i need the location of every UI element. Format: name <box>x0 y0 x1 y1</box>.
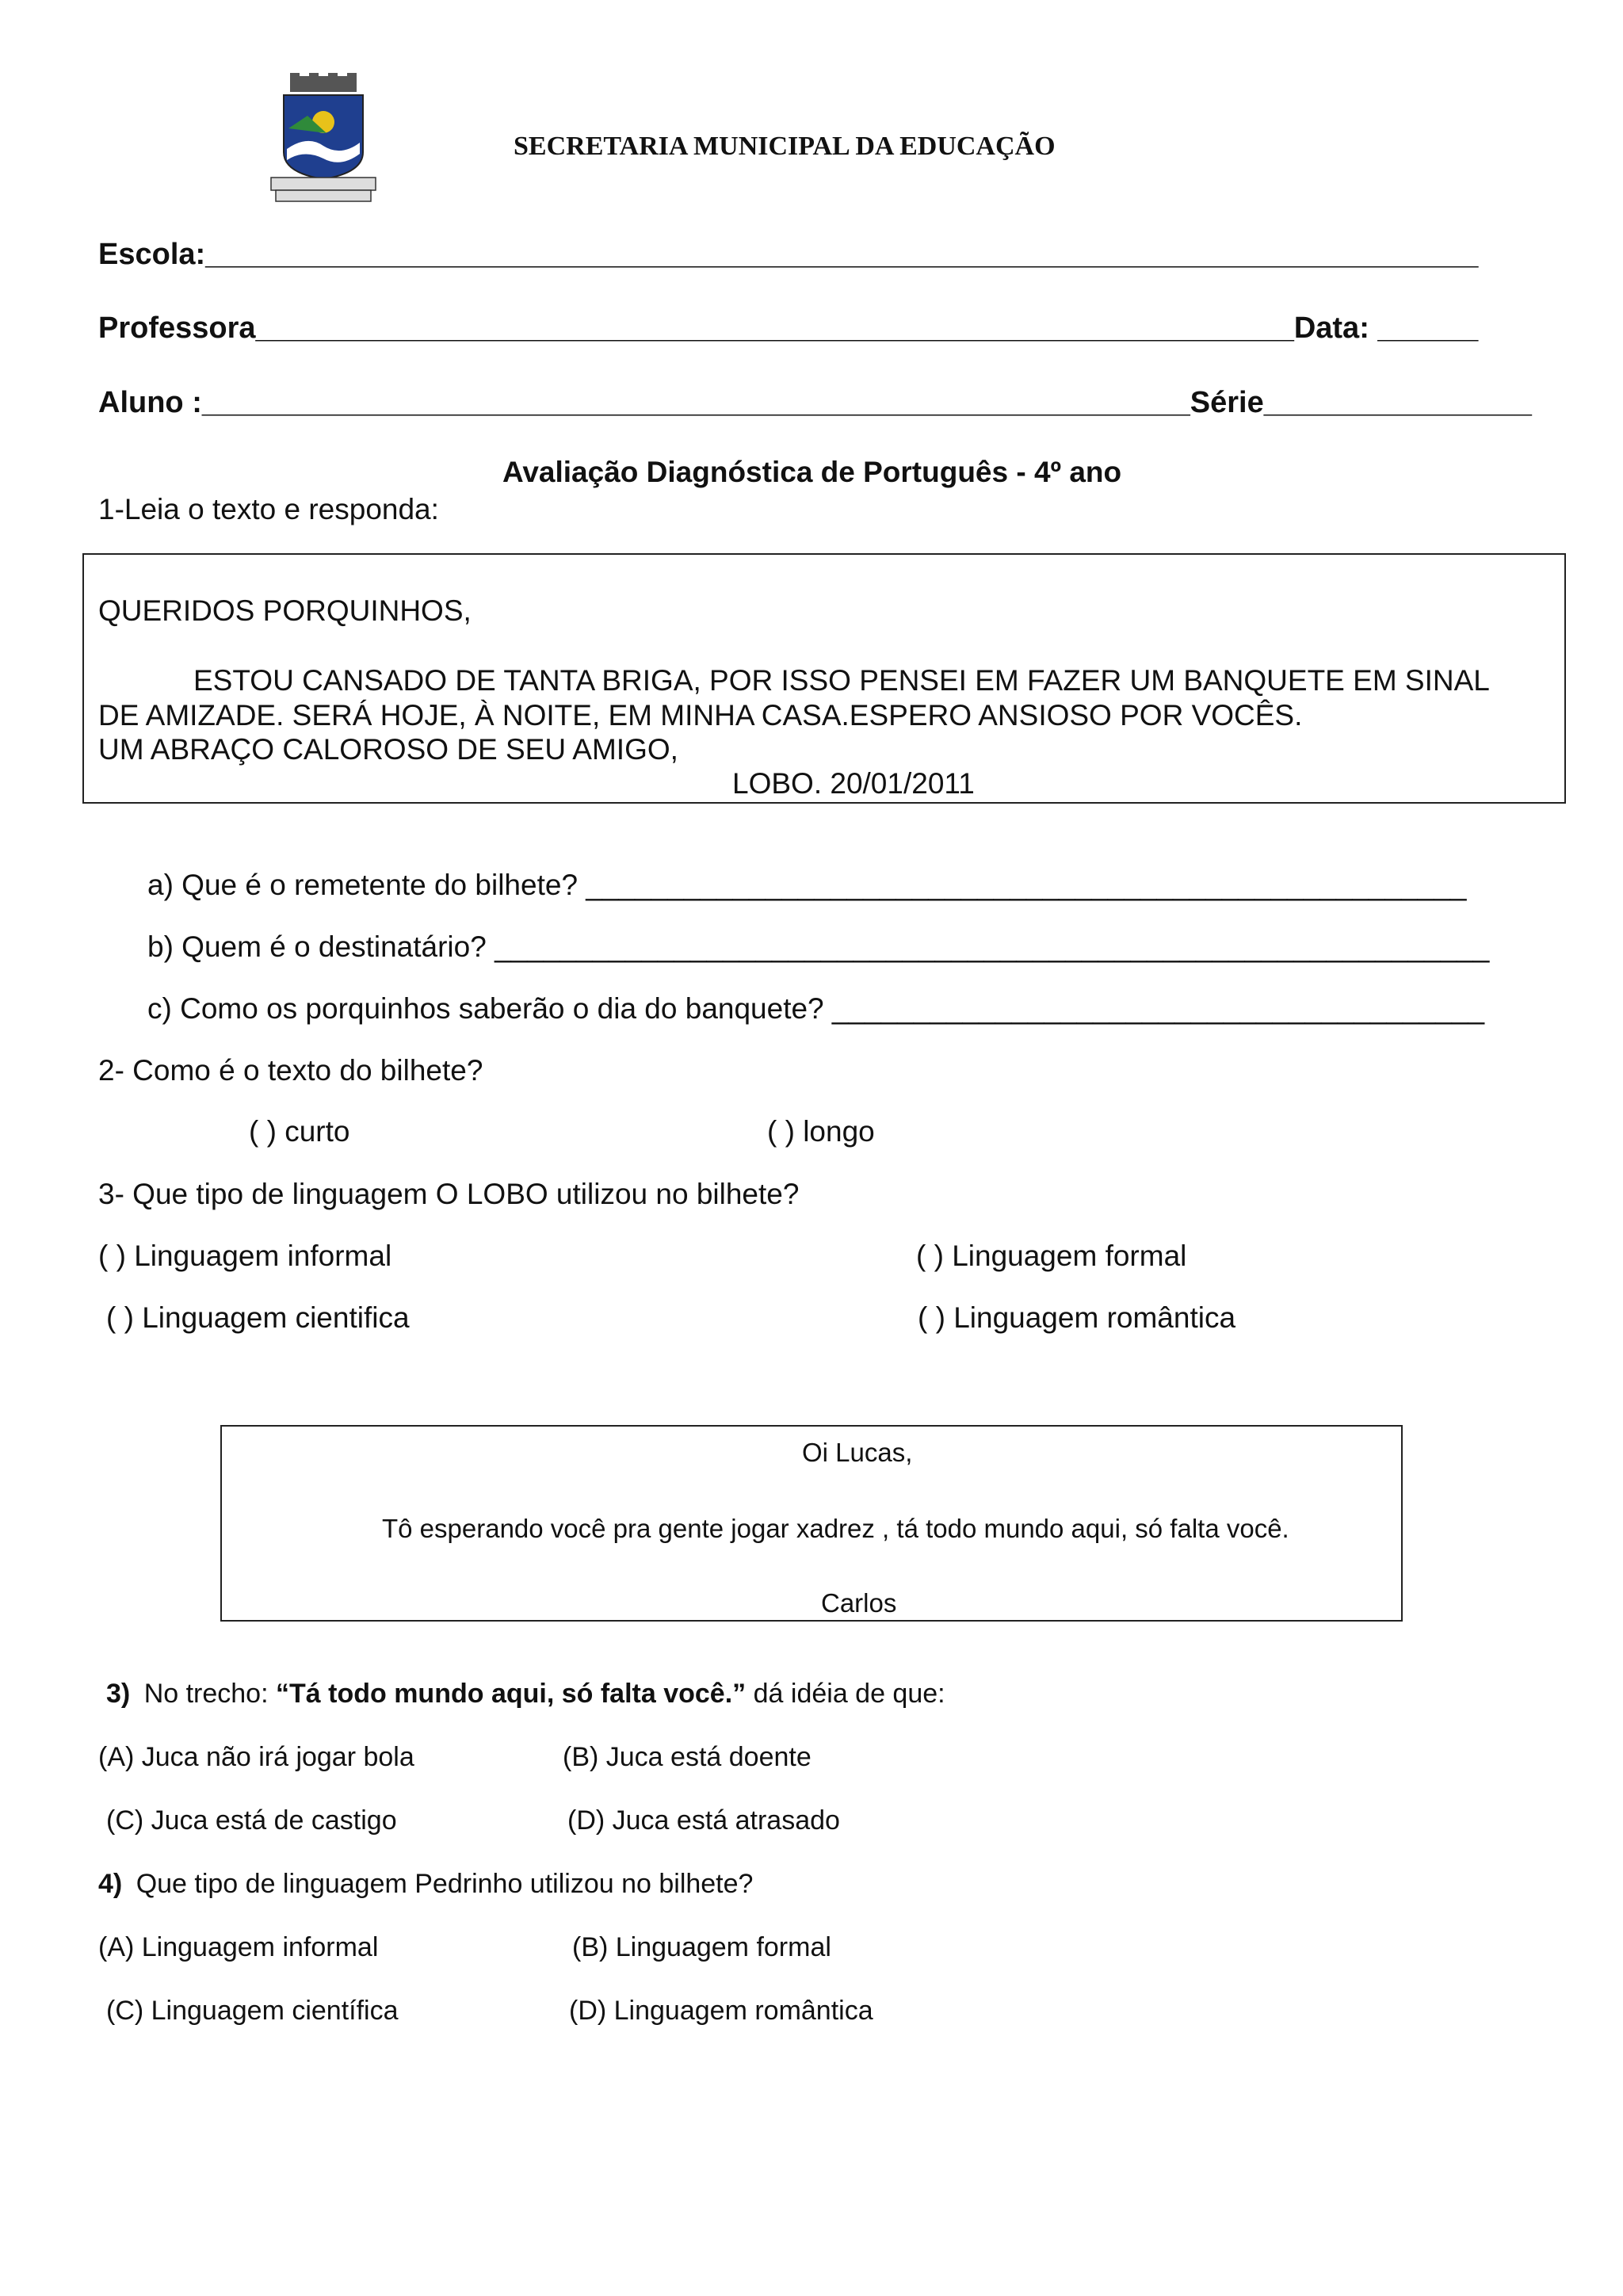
instruction-text: 1-Leia o texto e responda: <box>98 493 439 525</box>
question-4 <box>98 1869 753 1900</box>
option-cientifica: ( ) Linguagem cientifica <box>106 1301 410 1334</box>
question-3b <box>106 1679 945 1710</box>
letter-line-3: UM ABRAÇO CALOROSO DE SEU AMIGO, <box>98 733 678 766</box>
option-4-c: (C) Linguagem científica <box>106 1996 399 2026</box>
school-field: Escola:____________________________________________________________________________ <box>98 238 1479 271</box>
question-3b-pre: No trecho: <box>143 1679 269 1709</box>
option-romantica: ( ) Linguagem romântica <box>918 1301 1236 1334</box>
letter2-greeting: Oi Lucas, <box>802 1438 913 1467</box>
student-grade-field: Aluno :___________________________________________________________Série________________ <box>98 386 1532 419</box>
option-3b-b: (B) Juca está doente <box>563 1742 812 1772</box>
option-4-d: (D) Linguagem romântica <box>569 1996 873 2026</box>
question-3: 3- Que tipo de linguagem O LOBO utilizou no bilhete? <box>98 1178 800 1210</box>
exam-title: Avaliação Diagnóstica de Português - 4º ano <box>502 456 1122 488</box>
question-1a: a) Que é o remetente do bilhete? ______________________________________________________ <box>147 869 1467 901</box>
letter-signature: LOBO. 20/01/2011 <box>732 767 975 800</box>
letter-line-1: ESTOU CANSADO DE TANTA BRIGA, POR ISSO PENSEI EM FAZER UM BANQUETE EM SINAL <box>193 664 1490 697</box>
option-longo: ( ) longo <box>767 1115 875 1148</box>
question-4-number: 4) <box>98 1869 123 1899</box>
question-3b-number: 3) <box>106 1679 131 1709</box>
option-3b-a: (A) Juca não irá jogar bola <box>98 1742 414 1772</box>
question-1c: c) Como os porquinhos saberão o dia do banquete? ________________________________________ <box>147 992 1485 1025</box>
question-2: 2- Como é o texto do bilhete? <box>98 1054 483 1087</box>
question-1b: b) Quem é o destinatário? _____________________________________________________________ <box>147 930 1490 963</box>
letter-greeting: QUERIDOS PORQUINHOS, <box>98 594 472 627</box>
letter2-signature: Carlos <box>821 1588 897 1617</box>
teacher-date-field: Professora______________________________________________________________Data: ______ <box>98 311 1479 345</box>
option-4-b: (B) Linguagem formal <box>572 1932 831 1962</box>
option-formal: ( ) Linguagem formal <box>916 1240 1187 1272</box>
municipal-emblem <box>268 73 379 204</box>
page-header-title: SECRETARIA MUNICIPAL DA EDUCAÇÃO <box>514 132 1056 161</box>
question-3b-quote: “Tá todo mundo aqui, só falta você.” <box>276 1679 747 1709</box>
option-4-a: (A) Linguagem informal <box>98 1932 379 1962</box>
letter-line-2: DE AMIZADE. SERÁ HOJE, À NOITE, EM MINHA CASA.ESPERO ANSIOSO POR VOCÊS. <box>98 699 1303 732</box>
option-informal: ( ) Linguagem informal <box>98 1240 392 1272</box>
coat-of-arms-icon <box>268 73 379 204</box>
letter2-body: Tô esperando você pra gente jogar xadrez , tá todo mundo aqui, só falta você. <box>382 1514 1289 1543</box>
question-4-text: Que tipo de linguagem Pedrinho utilizou no bilhete? <box>136 1869 754 1899</box>
option-curto: ( ) curto <box>249 1115 350 1148</box>
option-3b-d: (D) Juca está atrasado <box>567 1805 840 1836</box>
question-3b-post: dá idéia de que: <box>753 1679 945 1709</box>
option-3b-c: (C) Juca está de castigo <box>106 1805 397 1836</box>
